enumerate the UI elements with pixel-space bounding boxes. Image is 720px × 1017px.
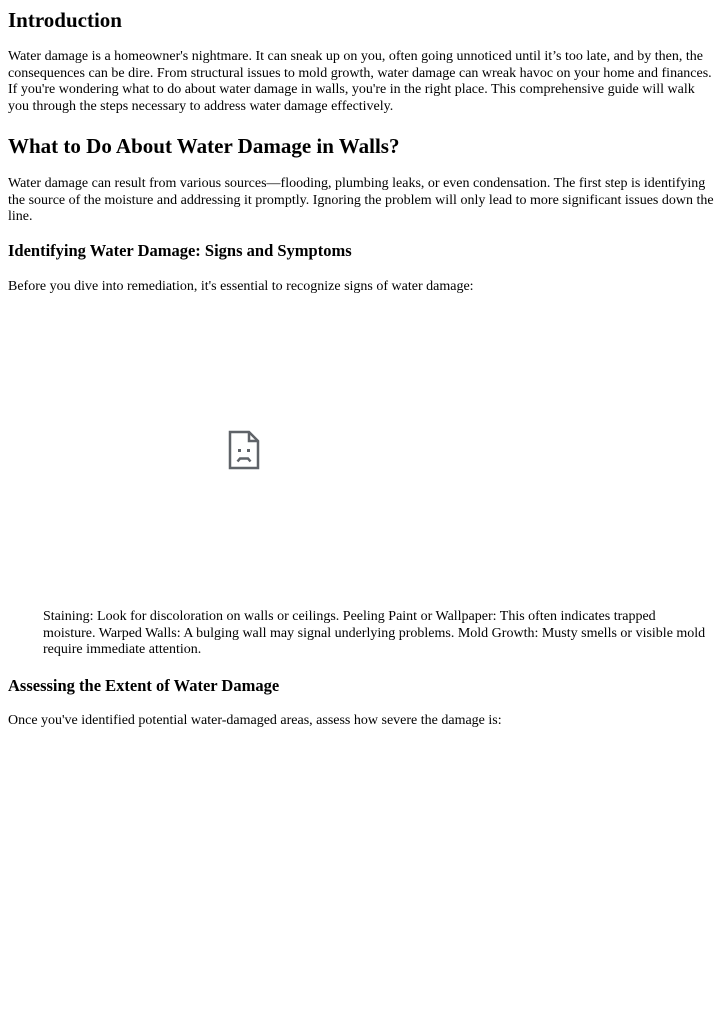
broken-image-icon — [228, 430, 260, 470]
introduction-heading: Introduction — [8, 8, 122, 32]
signs-list: Staining: Look for discoloration on walls or ceilings. Peeling Paint or Wallpaper: This often indicates trapped moisture. Warped Walls: A bulging wall may signal underlying problems. Mold Growth: Musty smells or visible mold require immediate attention. — [43, 609, 706, 657]
assess-extent-heading: Assessing the Extent of Water Damage — [8, 676, 280, 695]
water-damage-walls-paragraph: Water damage can result from various sources—flooding, plumbing leaks, or even condensation. The first step is identifying the source of the moisture and addressing it promptly. Ignoring the problem will only lead to more significant issues down the line. — [8, 176, 714, 224]
introduction-paragraph: Water damage is a homeowner's nightmare. It can sneak up on you, often going unnoticed until it’s too late, and by then, the consequences can be dire. From structural issues to mold growth, water damage can wreak havoc on your home and finances. If you're wondering what to do about water damage in walls, you're in the right place. This comprehensive guide will walk you through the steps necessary to address water damage effectively. — [8, 49, 712, 114]
signs-symptoms-paragraph: Before you dive into remediation, it's essential to recognize signs of water damage: — [8, 279, 474, 294]
water-damage-walls-heading: What to Do About Water Damage in Walls? — [8, 134, 400, 158]
assess-extent-paragraph: Once you've identified potential water-damaged areas, assess how severe the damage is: — [8, 713, 502, 728]
signs-symptoms-heading: Identifying Water Damage: Signs and Symptoms — [8, 241, 352, 260]
